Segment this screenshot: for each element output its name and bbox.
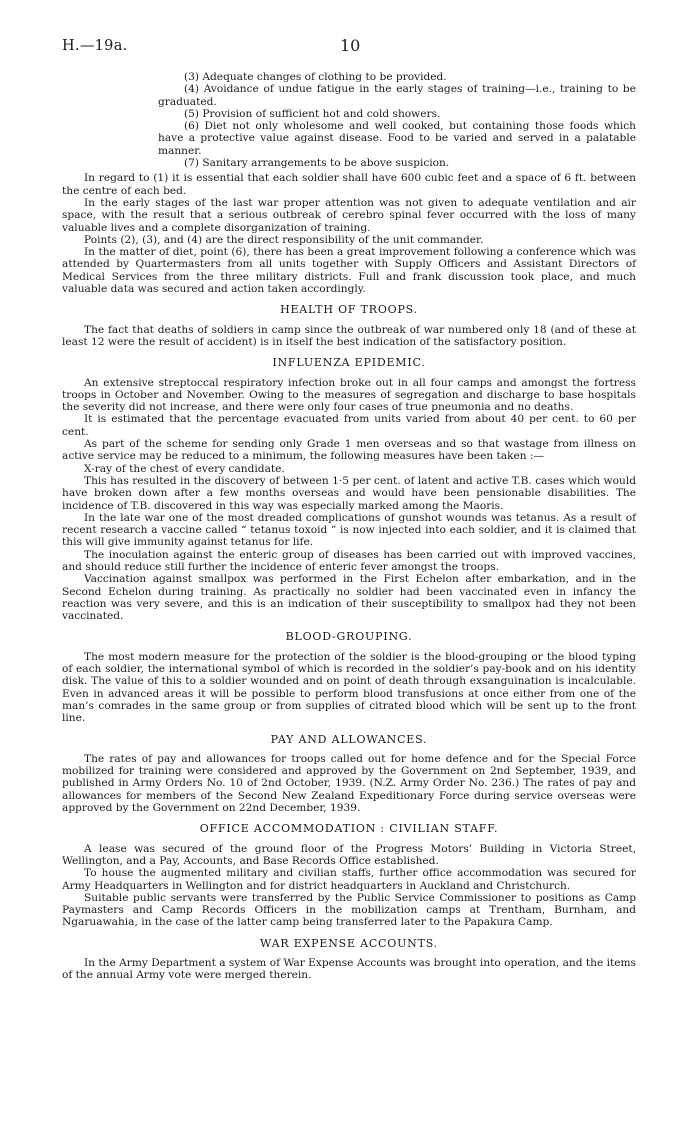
paragraph: To house the augmented military and civilian staffs, further office accommodation was secured for Army Headquarters in Wellington and for district headquarters in Auckland and Christchurch.: [62, 867, 636, 892]
list-item: (4) Avoidance of undue fatigue in the early stages of training—i.e., training to be graduated.: [158, 83, 636, 108]
paragraph: The rates of pay and allowances for troops called out for home defence and for the Special Force mobilized for training were considered and approved by the Government on 2nd September, 1939, and published in Army Orders No. 10 of 2nd October, 1939. (N.Z. Army Order No. 236.) The rates of pay and allowances for members of the Second New Zealand Expeditionary Force during service overseas were approved by the Government on 22nd December, 1939.: [62, 752, 636, 815]
paragraph: X-ray of the chest of every candidate.: [84, 462, 285, 475]
document-code: H.—19a.: [62, 38, 128, 54]
paragraph: In the early stages of the last war proper attention was not given to adequate ventilation and air space, with the result that a serious outbreak of cerebro spinal fever occurred with the loss of many valuable lives and a complete disorganization of training.: [62, 196, 636, 234]
document-body: [62, 71, 636, 982]
paragraph: The inoculation against the enteric group of diseases has been carried out with improved vaccines, and should reduce still further the incidence of enteric fever amongst the troops.: [62, 548, 636, 573]
section-heading-office: OFFICE ACCOMMODATION : CIVILIAN STAFF.: [199, 822, 499, 836]
section-heading-war-expense: WAR EXPENSE ACCOUNTS.: [260, 936, 438, 950]
list-item: (3) Adequate changes of clothing to be provided.: [184, 71, 447, 83]
paragraph: A lease was secured of the ground floor of the Progress Motors’ Building in Victoria Street, Wellington, and a Pay, Accounts, and Base Records Office established.: [62, 842, 636, 867]
section-heading-health: HEALTH OF TROOPS.: [280, 303, 418, 317]
paragraph: The fact that deaths of soldiers in camp since the outbreak of war numbered only 18 (and of these at least 12 were the result of accident) is in itself the best indication of the satisfactory position.: [62, 323, 636, 348]
paragraph: In regard to (1) it is essential that each soldier shall have 600 cubic feet and a space of 6 ft. between the centre of each bed.: [62, 172, 636, 197]
paragraph: Vaccination against smallpox was performed in the First Echelon after embarkation, and in the Second Echelon during training. As practically no soldier had been vaccinated even in infancy the reaction was very severe, and this is an indication of their susceptibility to smallpox had they not been vaccinated.: [62, 573, 636, 623]
paragraph: In the late war one of the most dreaded complications of gunshot wounds was tetanus. As a result of recent research a vaccine called “ tetanus toxoid ” is now injected into each soldier, and it is claimed that this will give immunity against tetanus for life.: [62, 511, 636, 549]
section-heading-influenza: INFLUENZA EPIDEMIC.: [272, 356, 426, 370]
section-heading-blood-grouping: BLOOD-GROUPING.: [285, 630, 413, 644]
paragraph: Points (2), (3), and (4) are the direct responsibility of the unit commander.: [84, 233, 484, 246]
section-heading-pay: PAY AND ALLOWANCES.: [270, 732, 428, 746]
paragraph: As part of the scheme for sending only Grade 1 men overseas and so that wastage from illness on active service may be reduced to a minimum, the following measures have been taken :—: [62, 438, 636, 463]
list-item: (5) Provision of sufficient hot and cold showers.: [184, 107, 441, 120]
paragraph: In the matter of diet, point (6), there has been a great improvement following a conference which was attended by Quartermasters from all units together with Supply Officers and Assistant Directors of Medical Services from the three military districts. Full and frank discussion took place, and much valuable data was secured and action taken accordingly.: [62, 246, 636, 296]
list-item: (7) Sanitary arrangements to be above suspicion.: [184, 157, 450, 170]
paragraph: Suitable public servants were transferred by the Public Service Commissioner to positions as Camp Paymasters and Camp Records Officers in the mobilization camps at Trentham, Burnham, and Ngaruawahia, in the case of the latter camp being transferred later to the Papakura Camp.: [62, 891, 636, 929]
paragraph: In the Army Department a system of War Expense Accounts was brought into operation, and the items of the annual Army vote were merged therein.: [62, 957, 636, 982]
paragraph: This has resulted in the discovery of between 1·5 per cent. of latent and active T.B. cases which would have broken down after a few months overseas and would have been pensionable disabilities. The incidence of T.B. discovered in this way was especially marked among the Maoris.: [62, 474, 636, 512]
paragraph: An extensive streptoccal respiratory infection broke out in all four camps and amongst the fortress troops in October and November. Owing to the measures of segregation and discharge to base hospitals the severity did not increase, and there were only four cases of true pneumonia and no deaths.: [62, 376, 636, 414]
list-item: (6) Diet not only wholesome and well cooked, but containing those foods which have a protective value against disease. Food to be varied and served in a palatable manner.: [158, 120, 636, 157]
page-number: 10: [340, 36, 361, 55]
paragraph: It is estimated that the percentage evacuated from units varied from about 40 per cent. to 60 per cent.: [62, 413, 636, 438]
numbered-list: [62, 71, 636, 169]
paragraph: The most modern measure for the protection of the soldier is the blood-grouping or the blood typing of each soldier, the international symbol of which is recorded in the soldier’s pay-book and on his identity disk. The value of this to a soldier wounded and on point of death through exsanguination is incalculable. Even in advanced areas it will be possible to perform blood transfusions at once either from one of the man’s comrades in the same group or from supplies of citrated blood which will be sent up to the front line.: [62, 650, 636, 725]
